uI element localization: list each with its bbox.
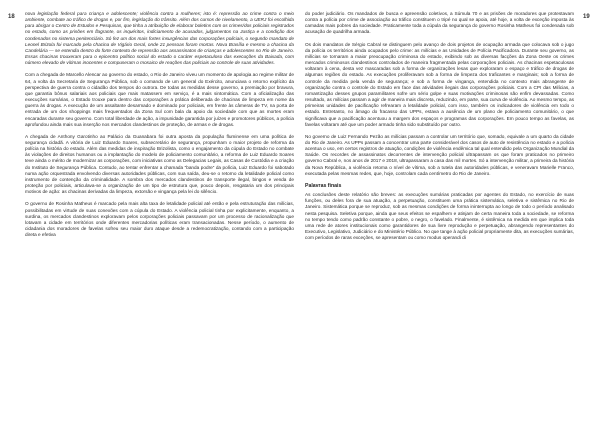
left-text-column (25, 11, 294, 244)
paragraph: As conclusões deste relatório são breves: as execuções sumárias praticadas por agentes do Estado, no exercício de suas funções, ou deles fora de sua atuação, a perpetuação, constituem uma prática sistemática, seletiva e sistêmica no Rio de Janeiro. Sistemática porque se reproduz, sob as mesmas condições de forma ininterrupta ao longo de todo o período analisado nesta pesquisa. Seletiva porque, ainda que seus efeitos se espalhem e atinjam de certa maneira toda a sociedade, se reforma no tempo tendo como padrão constante o pobre, o negro, o favelado. Finalmente, é sistêmica na medida em que implica toda uma rede de atores institucionais como garantidores de sua livre reprodução e perpetuação, abrangendo representantes do Executivo, Legislativo, Judiciário e do Ministério Público. No que tange à ação policial propriamente dita, as execuções sumárias, com períodos de raras exceções, se apresentam ou como modus operandi di (305, 192, 574, 241)
paragraph: No governo de Luiz Fernando Pezão as milícias passam a controlar um território que, somado, equivale a um quarto da cidade do Rio de Janeiro. As UPPs passam a concentrar uma parte considerável dos casos de auto de resistência no estado e a polícia acentua o uso, em certos registros de atuação, condições de violência endêmica tal qual entendido pela Organização Mundial da Saúde. Os recordes de assassinatos decorrentes de intervenção policial ultrapassam os que foram praticados no primeiro governo Cabral e, nos anos de 2017 e 2018, ultrapassaram a casa das mil mortes. Só a intervenção militar, a primeira da história da Nova República, a violência retoma o nível de vítima, sob a tutela das autoridades públicas, e veneravam Marielle Franco, executada pelas mesmas redes, que, hoje, controlam cada centímetro do Rio de Janeiro. (305, 133, 574, 176)
paragraph: A chegada de Anthony Garotinho ao Palácio da Guanabara foi outra aposta da população fluminense em uma política de segurança cidadã. A vitória de Luiz Eduardo Soares, subsecretário de segurança, propunham o maior projeto de reforma da polícia na história do estado. Além das medidas de inspiração Brizolista, como o engajamento da cúpula do Estado no combate às violações de direitos humanos ou a implantação do modelo de policiamento comunitário, a reforma de Luiz Eduardo Soares teve ainda o mérito de modernizar as corporações, com iniciativas como as Delegacias Legais, as Casas de Custódia e a criação do Instituto de Segurança Pública. Contudo, ao tentar enfrentar a chamada “banda podre” da polícia, Luiz Eduardo foi sabotado numa ação orquestrada envolvendo diversas autoridades públicas, com sua saída, deu-se o retorno da letalidade policial como instrumento de contenção da criminalidade. A sombra dos mercados clandestinos de transporte ilegal, bingos e venda de proteção por policiais, articulava-se a organização de um tipo de estrutura que, pouco depois, resgataria um dos principais motivos de ação: as chacinas derivadas da limpeza, extorsão e vingança pela lei do silêncio. (25, 133, 294, 195)
paragraph: nova legislação federal para criança e adolescente; violência contra a mulheres; isto é: repressão ao crime contra o meio ambiente, combate ao tráfico de drogas e, por fim, legislação do trânsito. Além dos cursos de nivelamento, a UERJ foi escolhida para abrigar o Centro de Estudos e Pesquisas, que tinha a atribuição de elaborar boletins com os crimes/dos policiais registrados no estado, como as prisões em flagrante, os inquéritos, indiciamento de acusados, julgamentos na Justiça e a condição dos condenados no sistema penitenciário. Só fez um dos mais fortes insurgências das corporações policiais, o segundo mandato de Leonel Brizola foi marcado pela chacina de Vigário Geral, onde 21 pessoas foram mortas. Nova Brasília e mesmo a chacina da Candelária — se estendia dentro do forte contexto de repressão aos assassinatos de crianças e adolescentes no Rio de Janeiro. Essas chacinas trouxeram para o epicentro político social do estado o caráter espetaculoso das execuções da Baixada, com número elevado de vítimas inocentes e compuseram o mosaico de reações das policiais ao controle de suas atividades. (25, 11, 294, 66)
paragraph: do poder judiciário. Os mandados de busca e apreensão coletivos, a Súmula 70 e as prisões de moradores que protestavam contra a polícia por crime de associação ao tráfico constituem o tripé no qual se apoia, até hoje, a volta de exceção imposta às camadas mais pobres da sociedade. Praticamente toda a cúpula da segurança do governo Rosinha Matheus foi condenada sob acusação de quadrilha armada. (305, 11, 574, 35)
section-title: Palavras finais (305, 182, 342, 189)
page-number-right: 19 (583, 14, 590, 20)
right-text-column (305, 11, 574, 247)
page-number-left: 18 (8, 14, 15, 20)
paragraph: O governo de Rosinha Matheus é marcado pela mais alta taxa de letalidade policial até então e pela estruturação das milícias, possibilitadas em virtude de suas conexões com a cúpula do Estado. A violência policial tinha por explicitamente, enquanto, a surdina, os mercados clandestinos exploravam pelos corporações policiais passavam por um processo de racionalização que lotavam a cidade em territórios onde diferentes mercadorias políticas eram transacionadas. Nesse período, o aumento de cidadania dos moradores de favelas sofreu seu maior duro ataque desde a redemocratização, contando com a participação direta e efetiva (25, 201, 294, 238)
paragraph: Com a chegada de Marcello Alencar ao governo do estado, o Rio de Janeiro viveu um momento de apologia ao regime militar de 64, a volta da Secretaria de Segurança Pública, sob o comando de um general do Exército, anunciava o retorno explícito da perspectiva de guerra contra o cidadão dos tempos do outrora. De todas as medidas desse governo, a premiação por bravura, que garantia bônus salariais aos policiais que mais matassem em serviço, é a mais sintomática. Com a oficialização das execuções sumárias, o Estado trouxe para dentro das corporações a prática deliberada de chacinas de limpeza em nome da guerra às drogas. A execução de um assaltante desarmado e dominado por policiais, em frente às câmeras de TV, na porta de entrada de um dos shoppings mais frequentados da Zona Sul com bala da apoio da sociedade com que as mortes eram encaradas durante seu governo. Com total liberdade de ação, a impunidade garantida por juízes e promotores públicos, a polícia aprofundou ainda mais sua inserção nos mercados clandestinos de proteção, de armas e de drogas. (25, 72, 294, 127)
paragraph: Os dois mandatos de Sérgio Cabral se distinguem pelo avanço de dois projetos de ocupação armada que colocava sob o jugo da polícia os territórios ainda ocupados pelo crime: as milícias e as Unidades de Polícia Pacificadora. Durante seu governo, as milícias se tornaram a maior preocupação criminosa do estado, exibindo sob as diversas facções da Zona Oeste os crimes mercados criminosos clandestinos controlados de maneira fragmentada pelas corporações policiais. As chacinas espetaculosas voltaram à cena, desta vez mascaradas sob a forma de organizações lesas que exploraram o espaço e tráfico de drogas de algumas regiões do estado. As execuções proliferavam sob a forma de limpeza dos traficantes e marginais; sob a forma de controle da medida pela venda de segurança; e sob a forma de vingança, entendida no contexto mais abrangente de organização contra o controle do Estado em face das atividades ilegais das corporações policiais. Com a CPI das Milícias, a romantização desses grupos paramilitares sofre um sério golpe e suas motivações criminosas são enfim devassadas. Como resultado, as milícias passam a agir de maneira mais discreta, reduzindo, em parte, sua curva de violência. Ao mesmo tempo, as primeiras unidades de pacificação refrearam a letalidade policial, com isso, também os indicadores de violência em todo o estado. Entretanto, no âmago do fracasso das UPPs, estava a ausência de um plano de policiamento comunitário, o que significava que a pacificação acentuou a margem dos espaços e programas das corporações. Em pouco tempo as favelas, as favelas voltaram até que um poder armado tinha sido substituído por outro. (305, 41, 574, 127)
